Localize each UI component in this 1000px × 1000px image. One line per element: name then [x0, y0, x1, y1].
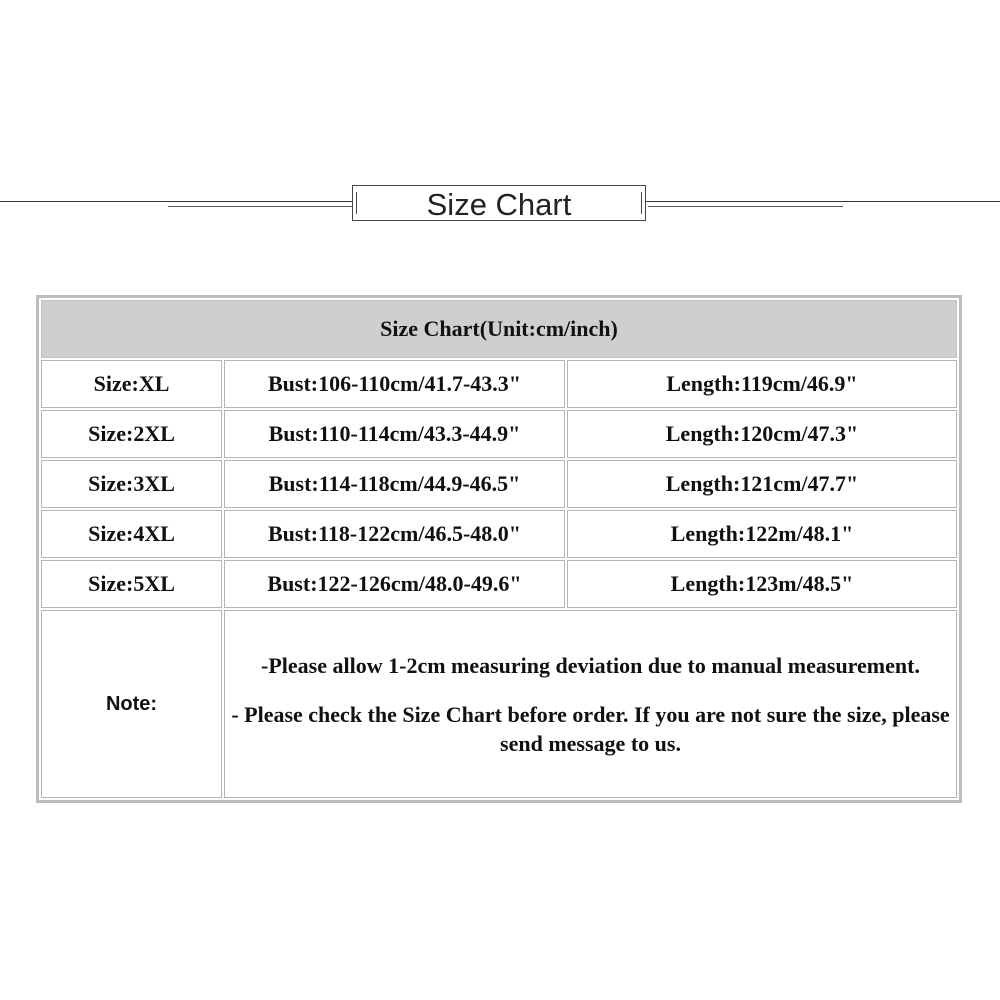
- note-line-check-chart: - Please check the Size Chart before order. If you are not sure the size, please send message to us.: [231, 701, 950, 756]
- note-row: [41, 610, 957, 798]
- size-cell: Size:XL: [41, 360, 222, 408]
- note-text: [224, 610, 957, 798]
- length-cell: Length:123m/48.5": [567, 560, 957, 608]
- table-header-row: [41, 300, 957, 358]
- length-cell: Length:120cm/47.3": [567, 410, 957, 458]
- page-title: Size Chart: [426, 187, 572, 222]
- table-row: [41, 560, 957, 608]
- table-row: [41, 410, 957, 458]
- banner-accent-line-right: [648, 206, 843, 207]
- banner-accent-line-left: [168, 206, 353, 207]
- length-cell: Length:122m/48.1": [567, 510, 957, 558]
- note-label: Note:: [41, 610, 222, 798]
- size-table: [39, 298, 959, 800]
- banner-title-box: [352, 185, 646, 221]
- table-row: [41, 510, 957, 558]
- bust-cell: Bust:122-126cm/48.0-49.6": [224, 560, 565, 608]
- size-cell: Size:4XL: [41, 510, 222, 558]
- table-header: Size Chart(Unit:cm/inch): [41, 300, 957, 358]
- length-cell: Length:119cm/46.9": [567, 360, 957, 408]
- table-row: [41, 460, 957, 508]
- note-line-deviation: -Please allow 1-2cm measuring deviation due to manual measurement.: [261, 652, 920, 678]
- length-cell: Length:121cm/47.7": [567, 460, 957, 508]
- size-cell: Size:3XL: [41, 460, 222, 508]
- bust-cell: Bust:118-122cm/46.5-48.0": [224, 510, 565, 558]
- bust-cell: Bust:114-118cm/44.9-46.5": [224, 460, 565, 508]
- size-cell: Size:2XL: [41, 410, 222, 458]
- bust-cell: Bust:106-110cm/41.7-43.3": [224, 360, 565, 408]
- size-chart: [36, 295, 962, 803]
- note-spacer: [227, 680, 954, 700]
- bust-cell: Bust:110-114cm/43.3-44.9": [224, 410, 565, 458]
- size-cell: Size:5XL: [41, 560, 222, 608]
- table-row: [41, 360, 957, 408]
